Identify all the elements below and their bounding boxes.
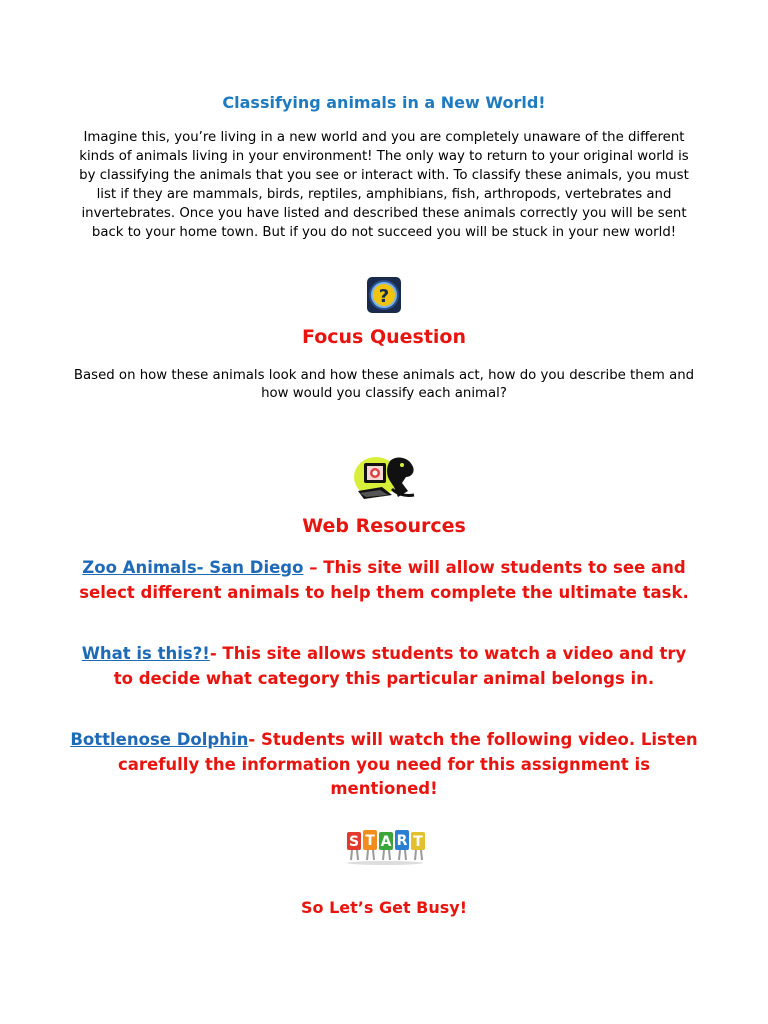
what-is-this-link[interactable]: What is this?!: [81, 644, 210, 663]
start-letters-icon: [343, 826, 427, 866]
focus-question-heading: Focus Question: [301, 326, 467, 348]
svg-text:A: A: [380, 834, 392, 850]
svg-text:T: T: [413, 834, 423, 850]
resource-item: [70, 728, 698, 802]
svg-text:R: R: [396, 833, 408, 849]
resource-description: – This site will allow students to see and select different animals to help them complete the ultimate task.: [79, 558, 689, 602]
bottlenose-dolphin-link[interactable]: Bottlenose Dolphin: [70, 730, 249, 749]
resource-item: [70, 556, 698, 605]
web-resources-heading: Web Resources: [302, 515, 466, 537]
zoo-animals-link[interactable]: Zoo Animals- San Diego: [82, 558, 304, 577]
computer-clipart-icon: [352, 453, 418, 503]
intro-paragraph: Imagine this, you’re living in a new world and you are completely unaware of the different kinds of animals living in your environment! The only way to return to your original world is by classifying the animals that you see or interact with. To classify these animals, you must list if they are mammals, birds, reptiles, amphibians, fish, arthropods, vertebrates and invertebrates. Once you have listed and described these animals correctly you will be sent back to your home town. But if you do not succeed you will be stuck in your new world!: [79, 130, 689, 240]
focus-question-text: Based on how these animals look and how these animals act, how do you describe them and how would you classify each animal?: [73, 368, 695, 401]
closing-text: So Let’s Get Busy!: [301, 898, 467, 917]
svg-text:T: T: [365, 833, 375, 849]
svg-text:S: S: [348, 834, 360, 850]
resource-item: [70, 642, 698, 691]
page-title: Classifying animals in a New World!: [222, 93, 546, 112]
resource-description: - Students will watch the following video. Listen carefully the information you need for this assignment is mentioned!: [117, 730, 698, 798]
svg-text:?: ?: [378, 286, 390, 307]
resource-description: - This site allows students to watch a video and try to decide what category this particular animal belongs in.: [113, 644, 687, 688]
question-mark-icon: [366, 276, 402, 314]
